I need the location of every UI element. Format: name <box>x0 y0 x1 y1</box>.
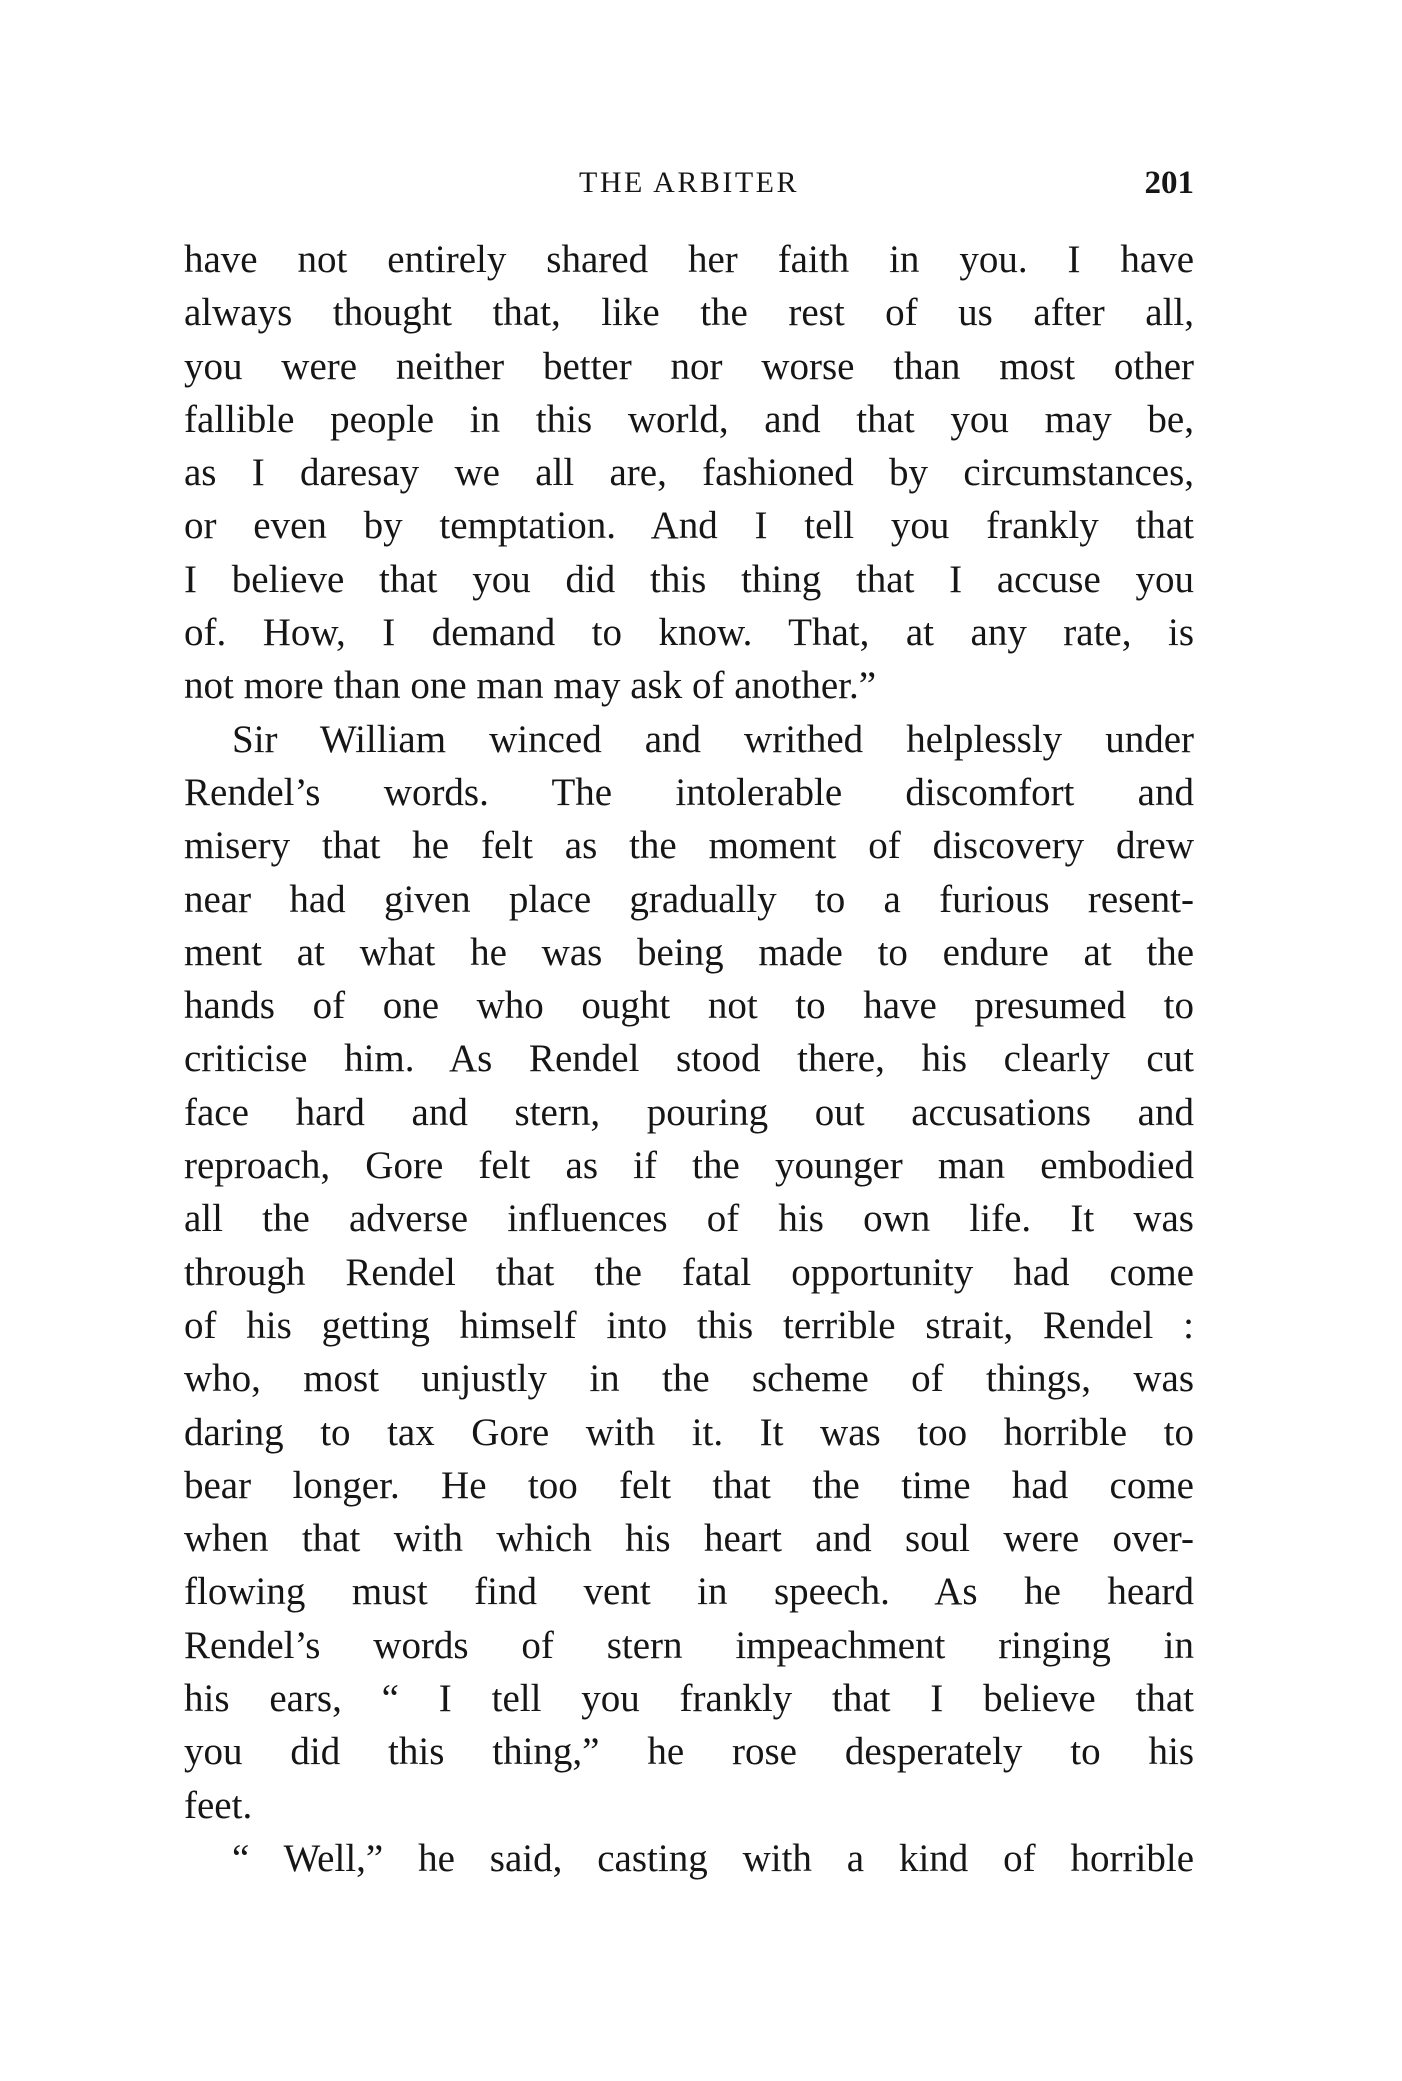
paragraph-start-line: Sir William winced and writhed helplessly under <box>232 717 1194 761</box>
running-title: THE ARBITER <box>579 166 799 199</box>
text-line: you did this thing,” he rose desperately to his <box>184 1730 1194 1774</box>
running-header <box>184 158 1194 208</box>
text-line: when that with which his heart and soul were over- <box>184 1517 1194 1561</box>
text-line: fallible people in this world, and that you may be, <box>184 397 1194 441</box>
paragraph-end-line: not more than one man may ask of another.” <box>184 664 877 708</box>
body-text <box>184 233 1194 1885</box>
text-line: of his getting himself into this terrible strait, Rendel : <box>184 1303 1194 1347</box>
text-line: Rendel’s words. The intolerable discomfort and <box>184 770 1194 814</box>
text-line: of. How, I demand to know. That, at any rate, is <box>184 611 1194 655</box>
text-line: you were neither better nor worse than most other <box>184 344 1194 388</box>
text-line: criticise him. As Rendel stood there, his clearly cut <box>184 1037 1194 1081</box>
text-line: misery that he felt as the moment of discovery drew <box>184 824 1194 868</box>
text-line: always thought that, like the rest of us after all, <box>184 291 1194 335</box>
page-number: 201 <box>1144 165 1194 201</box>
text-line: flowing must find vent in speech. As he heard <box>184 1570 1194 1614</box>
text-line: reproach, Gore felt as if the younger man embodied <box>184 1144 1194 1188</box>
text-line: his ears, “ I tell you frankly that I believe that <box>184 1677 1194 1721</box>
text-line: bear longer. He too felt that the time had come <box>184 1463 1194 1507</box>
text-line: near had given place gradually to a furious resent- <box>184 877 1194 921</box>
paragraph-start-line: “ Well,” he said, casting with a kind of horrible <box>232 1836 1194 1880</box>
text-line: hands of one who ought not to have presumed to <box>184 984 1194 1028</box>
paragraph-end-line: feet. <box>184 1783 253 1827</box>
text-line: ment at what he was being made to endure at the <box>184 930 1194 974</box>
text-line: I believe that you did this thing that I accuse you <box>184 557 1194 601</box>
text-line: have not entirely shared her faith in you. I have <box>184 238 1194 281</box>
text-line: as I daresay we all are, fashioned by circumstances, <box>184 451 1194 495</box>
text-line: all the adverse influences of his own life. It was <box>184 1197 1194 1241</box>
text-line: who, most unjustly in the scheme of things, was <box>184 1357 1194 1401</box>
text-line: face hard and stern, pouring out accusations and <box>184 1090 1194 1134</box>
text-line: daring to tax Gore with it. It was too horrible to <box>184 1410 1194 1454</box>
text-line: Rendel’s words of stern impeachment ringing in <box>184 1623 1194 1667</box>
text-line: or even by temptation. And I tell you frankly that <box>184 504 1194 548</box>
text-line: through Rendel that the fatal opportunity had come <box>184 1250 1194 1294</box>
